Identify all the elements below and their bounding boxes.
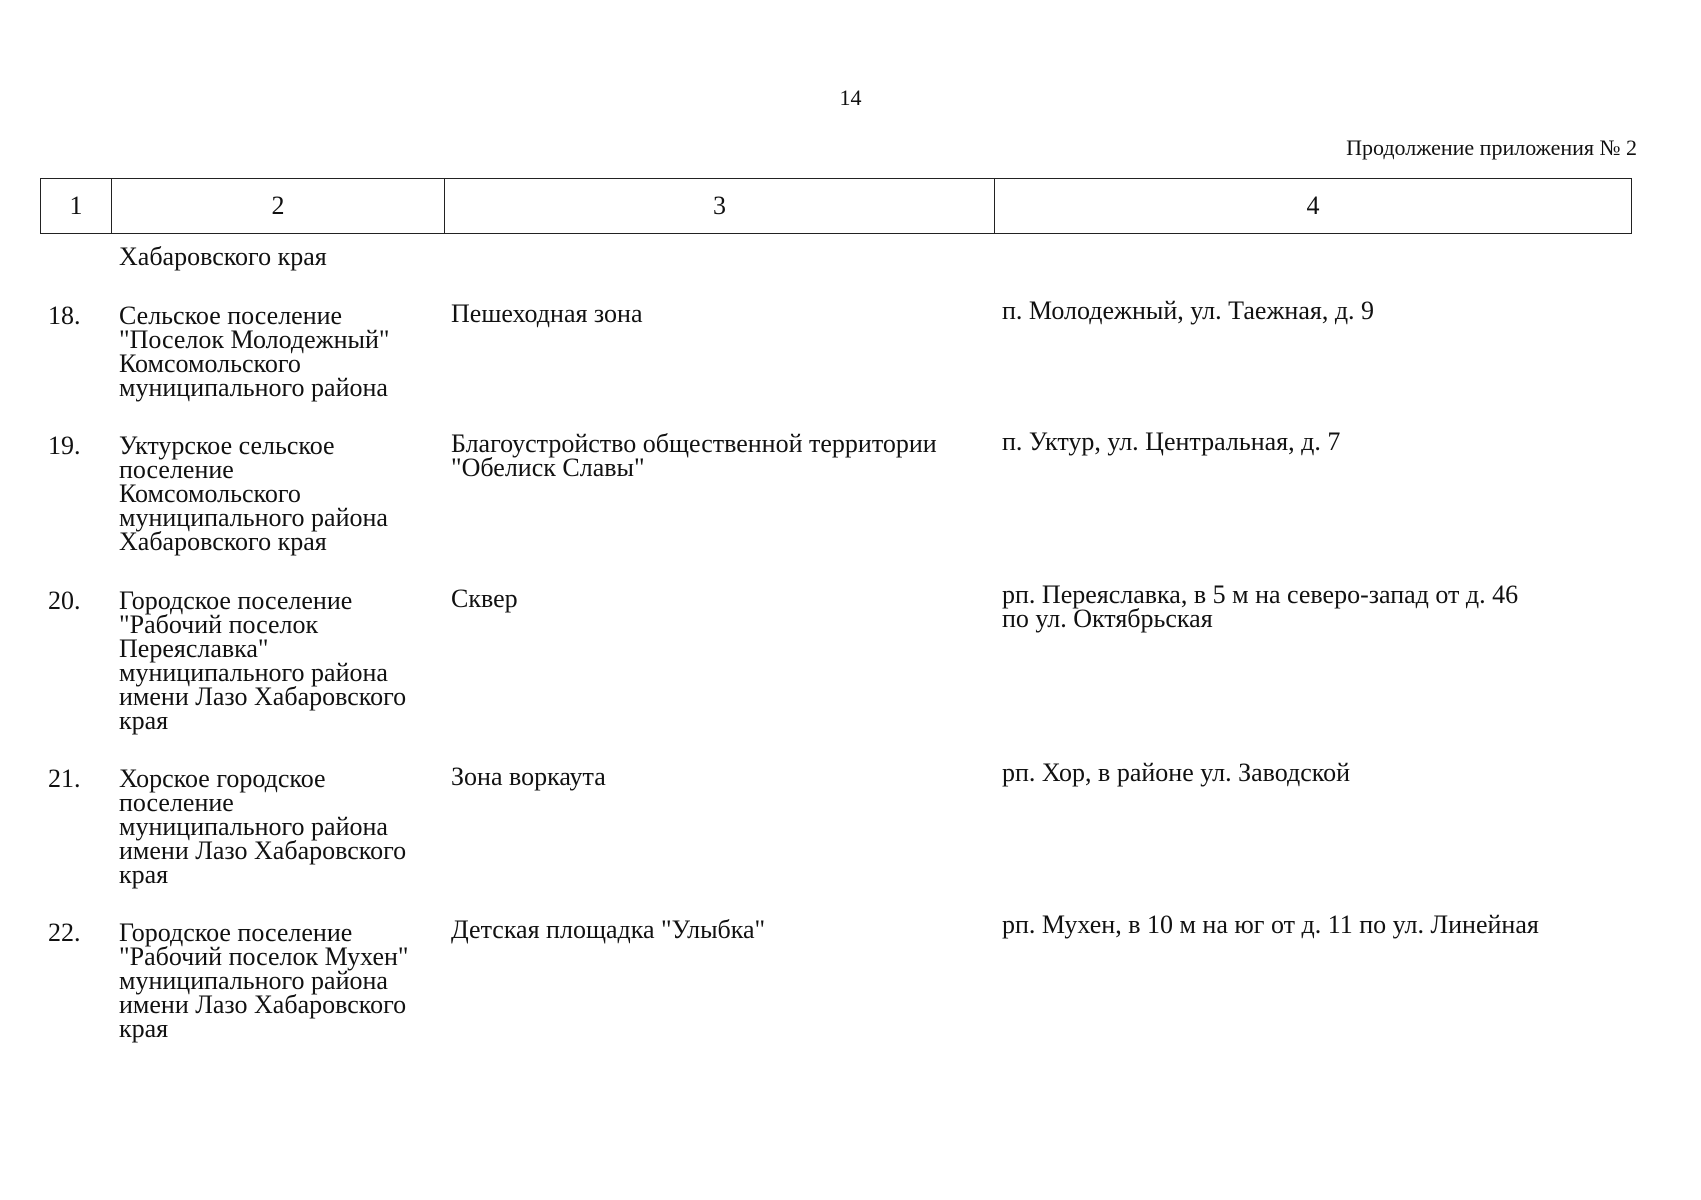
row-number: 21. xyxy=(48,764,81,793)
row-object: Детская площадка "Улыбка" xyxy=(451,915,766,944)
appendix-continuation-note: Продолжение приложения № 2 xyxy=(1346,135,1637,160)
row-settlement: Хорское городское поселение муниципального района имени Лазо Хабаровского края xyxy=(119,764,407,889)
row-address: п. Молодежный, ул. Таежная, д. 9 xyxy=(1002,296,1375,325)
header-col-2: 2 xyxy=(112,179,445,233)
row-address: рп. Мухен, в 10 м на юг от д. 11 по ул. Линейная xyxy=(1002,910,1539,939)
row-object: Пешеходная зона xyxy=(451,299,643,328)
row-settlement: Сельское поселение "Поселок Молодежный" Комсомольского муниципального района xyxy=(119,301,390,402)
header-col-1: 1 xyxy=(41,179,112,233)
row-number: 22. xyxy=(48,918,81,947)
header-col-3: 3 xyxy=(445,179,995,233)
row-number: 19. xyxy=(48,431,81,460)
row-settlement: Городское поселение "Рабочий поселок Мухен" муниципального района имени Лазо Хабаровского края xyxy=(119,918,409,1043)
row-number: 18. xyxy=(48,301,81,330)
row-object: Сквер xyxy=(451,584,518,613)
row-settlement: Уктурское сельское поселение Комсомольского муниципального района Хабаровского края xyxy=(119,431,388,556)
row-address: п. Уктур, ул. Центральная, д. 7 xyxy=(1002,427,1341,456)
row-object: Зона воркаута xyxy=(451,762,606,791)
page-number: 14 xyxy=(839,85,862,110)
row-address: рп. Хор, в районе ул. Заводской xyxy=(1002,758,1350,787)
row-address: рп. Переяславка, в 5 м на северо-запад от д. 46 по ул. Октябрьская xyxy=(1002,580,1519,633)
header-col-4: 4 xyxy=(1306,191,1320,220)
continuation-settlement-text: Хабаровского края xyxy=(119,242,327,271)
table-header-row xyxy=(40,178,1632,234)
row-object: Благоустройство общественной территории "Обелиск Славы" xyxy=(451,429,937,482)
row-number: 20. xyxy=(48,586,81,615)
row-settlement: Городское поселение "Рабочий поселок Переяславка" муниципального района имени Лазо Хабаровского края xyxy=(119,586,407,735)
